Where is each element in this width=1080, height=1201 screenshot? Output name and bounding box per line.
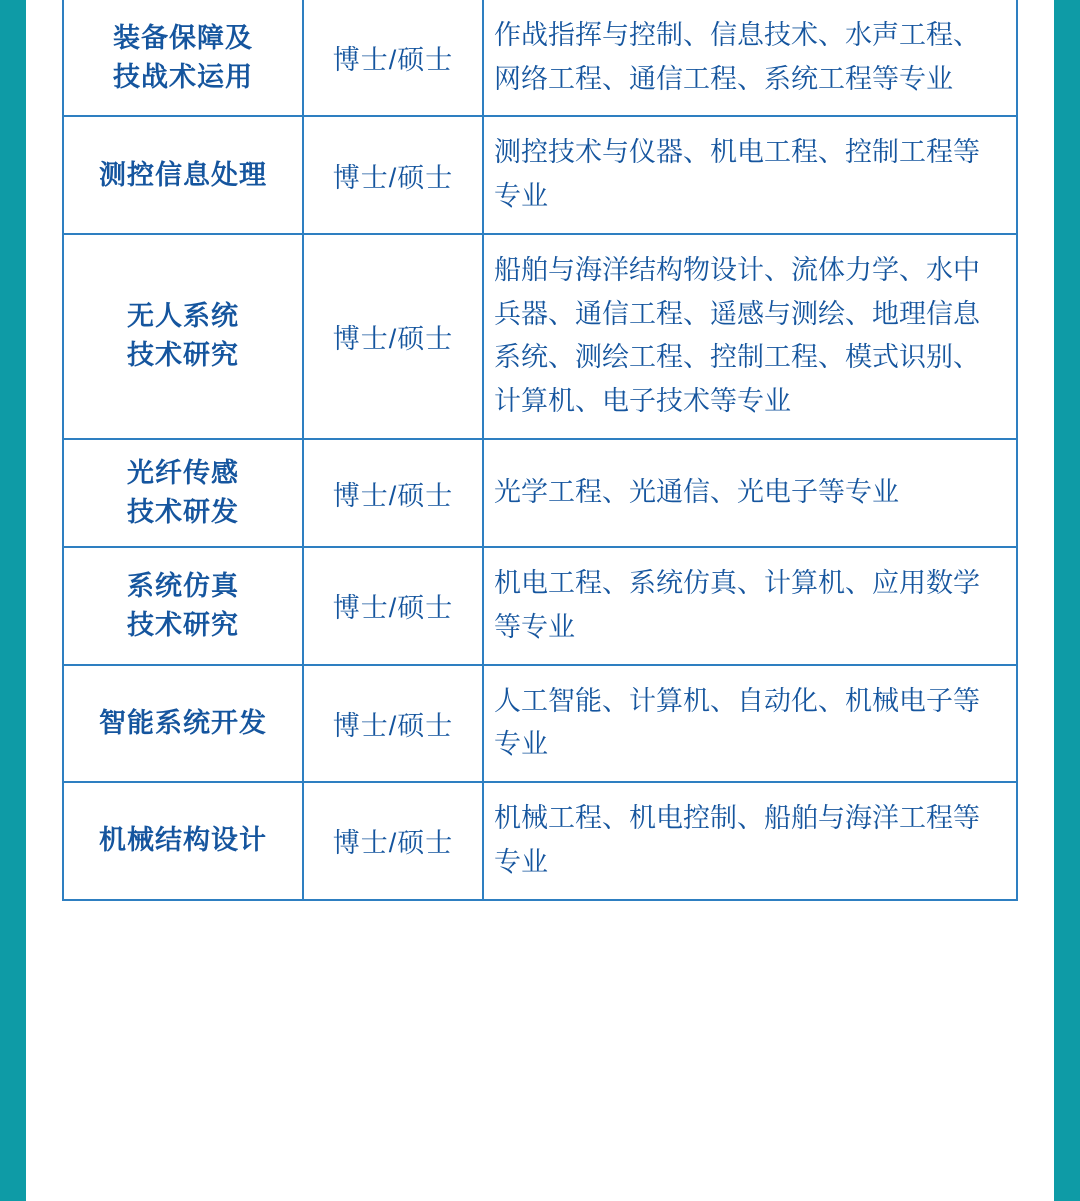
decorative-side-bar-right-gap [1044, 0, 1054, 1201]
decorative-side-bar-right [1054, 0, 1080, 1201]
table-row [63, 439, 1017, 547]
major-cell: 光学工程、光通信、光电子等专业 [483, 439, 1017, 547]
degree-cell: 博士/硕士 [303, 439, 483, 547]
major-cell: 作战指挥与控制、信息技术、水声工程、网络工程、通信工程、系统工程等专业 [483, 0, 1017, 116]
table-row [63, 234, 1017, 439]
degree-cell: 博士/硕士 [303, 0, 483, 116]
degree-cell: 博士/硕士 [303, 116, 483, 233]
table-row [63, 665, 1017, 782]
table-row [63, 116, 1017, 233]
degree-cell: 博士/硕士 [303, 782, 483, 899]
recruitment-table-container [62, 0, 1018, 1201]
degree-cell: 博士/硕士 [303, 547, 483, 664]
post-cell: 机械结构设计 [63, 782, 303, 899]
major-cell: 船舶与海洋结构物设计、流体力学、水中兵器、通信工程、遥感与测绘、地理信息系统、测绘工程、控制工程、模式识别、计算机、电子技术等专业 [483, 234, 1017, 439]
post-cell: 智能系统开发 [63, 665, 303, 782]
degree-cell: 博士/硕士 [303, 665, 483, 782]
major-cell: 机电工程、系统仿真、计算机、应用数学等专业 [483, 547, 1017, 664]
degree-cell: 博士/硕士 [303, 234, 483, 439]
decorative-side-bar-left-gap [26, 0, 36, 1201]
table-row [63, 782, 1017, 899]
major-cell: 人工智能、计算机、自动化、机械电子等专业 [483, 665, 1017, 782]
major-cell: 测控技术与仪器、机电工程、控制工程等专业 [483, 116, 1017, 233]
post-cell: 系统仿真 技术研究 [63, 547, 303, 664]
decorative-side-bar-left [0, 0, 26, 1201]
post-cell: 无人系统 技术研究 [63, 234, 303, 439]
recruitment-table [62, 0, 1018, 901]
major-cell: 机械工程、机电控制、船舶与海洋工程等专业 [483, 782, 1017, 899]
post-cell: 测控信息处理 [63, 116, 303, 233]
table-row [63, 547, 1017, 664]
post-cell: 光纤传感 技术研发 [63, 439, 303, 547]
table-row [63, 0, 1017, 116]
post-cell: 装备保障及 技战术运用 [63, 0, 303, 116]
